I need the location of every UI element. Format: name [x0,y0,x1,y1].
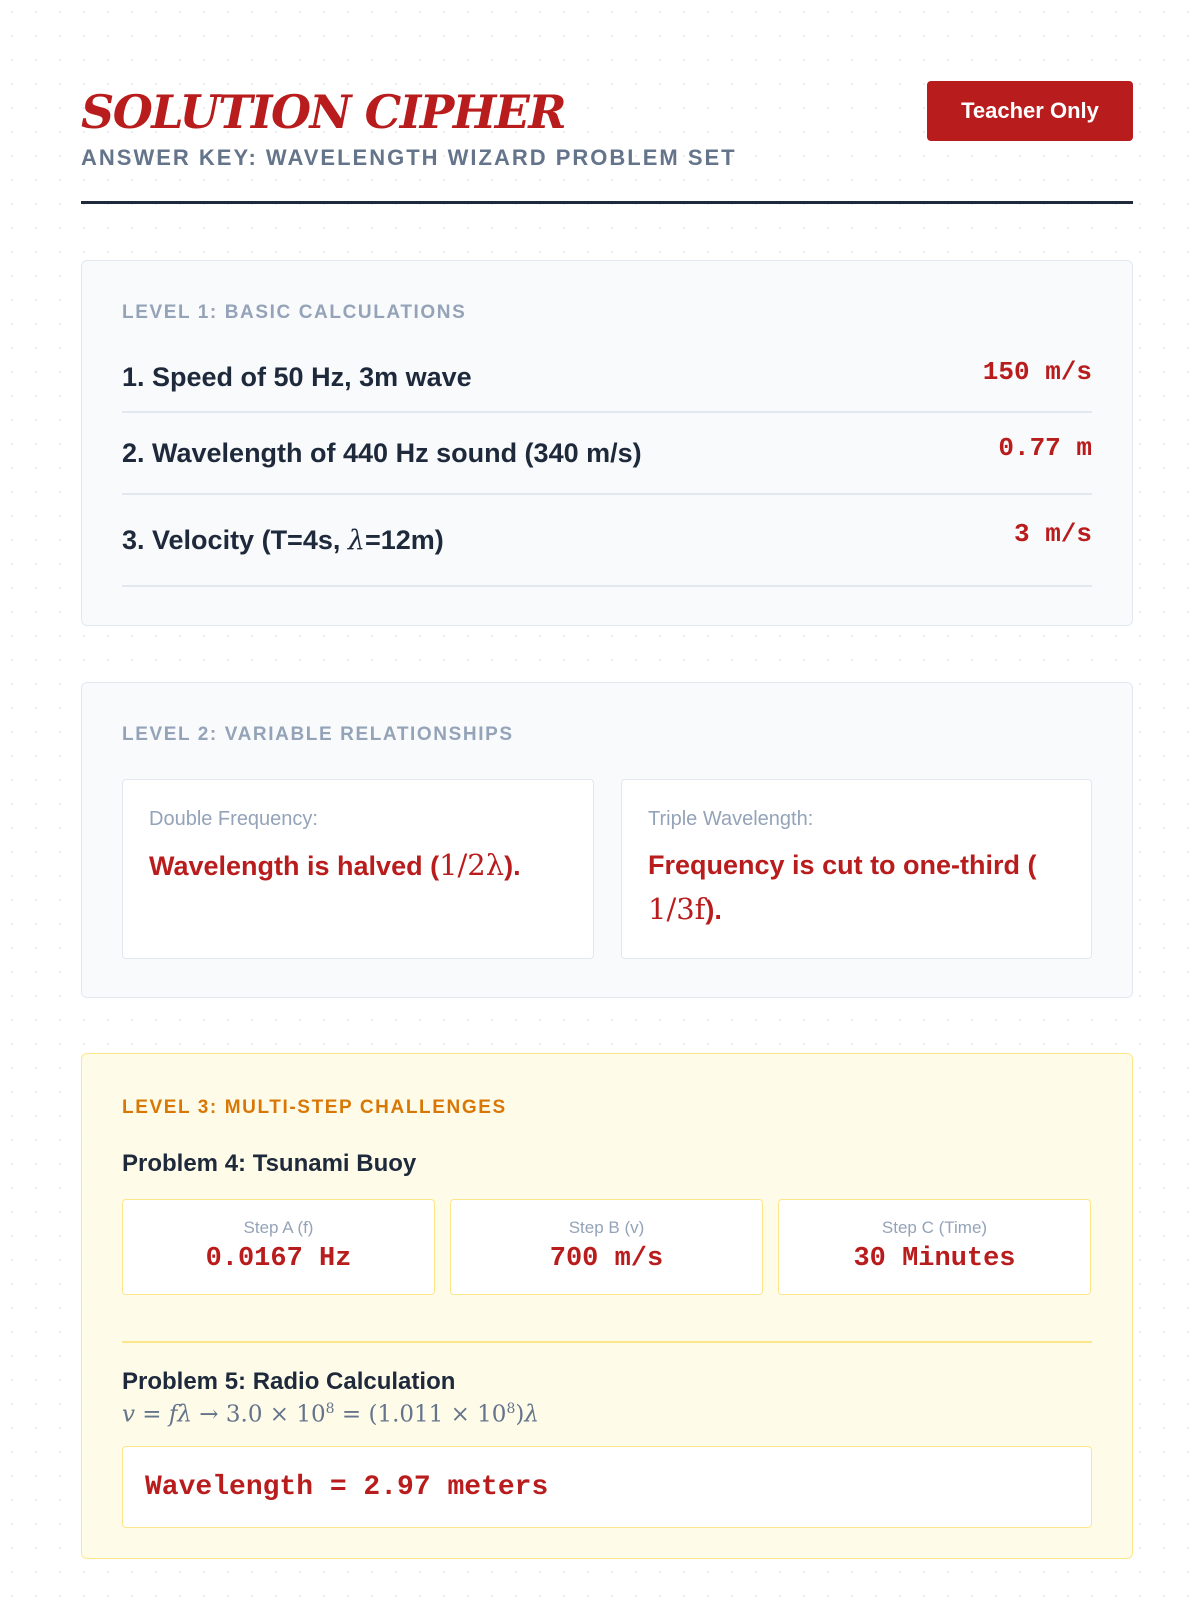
page-header [81,0,1133,204]
step-label: Step C (Time) [881,1218,988,1237]
card-math: 1/2λ [439,848,505,882]
page-subtitle: ANSWER KEY: WAVELENGTH WIZARD PROBLEM SET [81,145,737,170]
relationship-card [621,779,1092,959]
problem-4-steps [122,1199,1092,1295]
page-title: SOLUTION CIPHER [81,85,566,139]
relationship-card [122,779,594,959]
step-value: 30 Minutes [853,1244,1016,1274]
card-answer-pre: Frequency is cut to one-third ( [648,850,1037,880]
problem-5-equation: $v = f\lambda \to 3.0 \times 10^8 = (1.011 \times 10^8)\lambda$ [122,1401,539,1428]
level-3-section [81,1053,1133,1559]
question-text: 2. Wavelength of 440 Hz sound (340 m/s) [122,437,642,468]
lambda-symbol: λ [347,524,365,556]
level-1-row [122,495,1092,587]
card-answer-post: ). [705,895,722,925]
level-1-label: LEVEL 1: BASIC CALCULATIONS [122,302,467,323]
card-answer [648,843,1065,932]
question-text-post: =12m) [365,524,444,555]
level-3-label: LEVEL 3: MULTI-STEP CHALLENGES [122,1097,507,1118]
question-text: 1. Speed of 50 Hz, 3m wave [122,361,472,392]
card-answer-post: ). [504,851,521,881]
card-answer-pre: Wavelength is halved ( [149,851,440,881]
question-text-pre: 3. Velocity (T=4s, [122,524,348,555]
card-label: Double Frequency: [149,808,318,830]
step-value: 0.0167 Hz [205,1244,352,1274]
level-1-section [81,260,1133,626]
step-card [778,1199,1091,1295]
level-2-label: LEVEL 2: VARIABLE RELATIONSHIPS [122,724,514,745]
question-text [122,525,444,556]
problem-divider [122,1341,1092,1343]
answer-key-page [81,0,1133,1503]
step-value: 700 m/s [549,1244,664,1274]
problem-4-title: Problem 4: Tsunami Buoy [122,1150,417,1177]
answer-value: 0.77 m [998,433,1092,463]
card-label: Triple Wavelength: [648,808,814,830]
level-1-row [122,343,1092,413]
step-card [122,1199,435,1295]
problem-5-title: Problem 5: Radio Calculation [122,1368,456,1395]
level-2-section [81,682,1133,998]
card-answer [149,843,567,888]
teacher-only-button[interactable]: Teacher Only [927,81,1133,141]
answer-value: 150 m/s [982,357,1092,387]
answer-value: 3 m/s [1013,519,1092,549]
step-label: Step A (f) [243,1218,314,1237]
card-math: 1/3f [648,892,706,926]
problem-5-result: Wavelength = 2.97 meters [122,1446,1092,1528]
level-1-row [122,413,1092,495]
step-label: Step B (v) [568,1218,645,1237]
step-card [450,1199,763,1295]
